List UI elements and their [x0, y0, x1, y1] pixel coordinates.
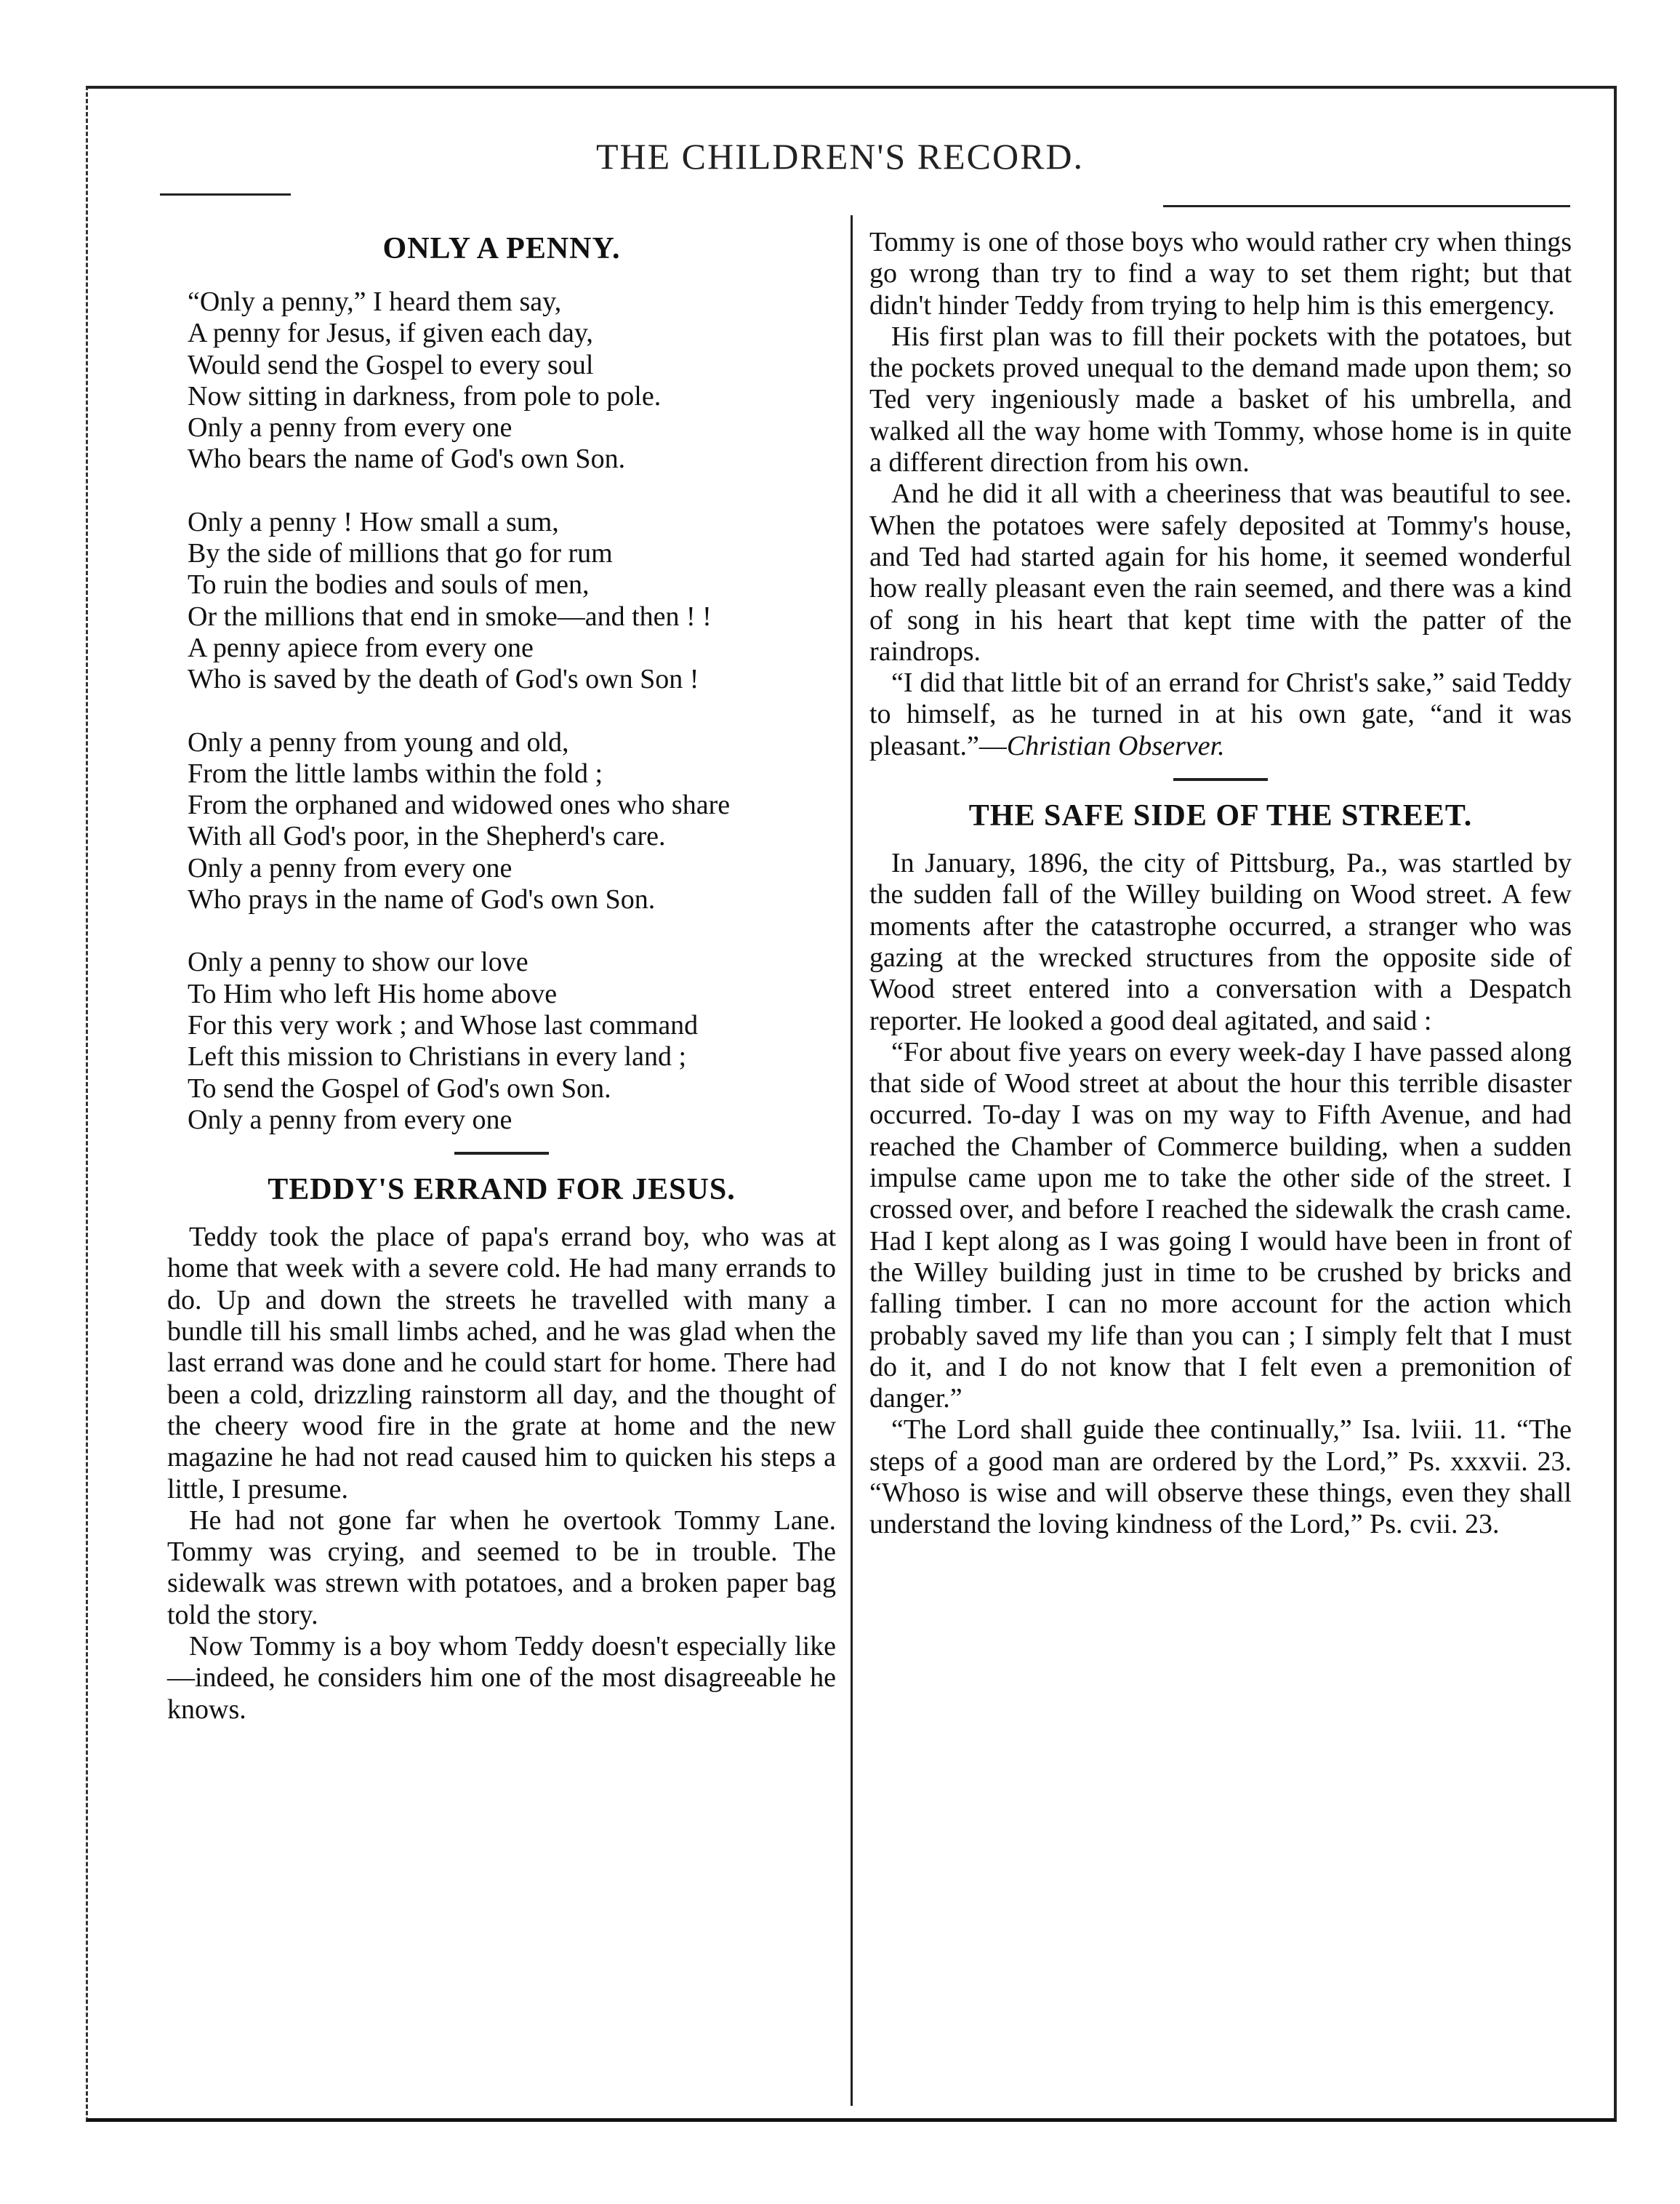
poem-line: Only a penny to show our love [188, 947, 528, 978]
story2-title: THE SAFE SIDE OF THE STREET. [968, 799, 1473, 833]
poem [188, 286, 836, 1136]
poem-line: “Only a penny,” I heard them say, [188, 286, 562, 317]
poem-line: Who is saved by the death of God's own Son ! [188, 664, 699, 695]
story1-body [167, 1222, 836, 1726]
section-rule [454, 1152, 549, 1155]
poem-stanza-1 [188, 286, 836, 476]
story1-paragraph-last [869, 668, 1572, 762]
poem-line: A penny for Jesus, if given each day, [188, 318, 593, 349]
poem-line: With all God's poor, in the Shepherd's care. [188, 821, 666, 852]
story1-paragraph: Teddy took the place of papa's errand boy, who was at home that week with a severe cold. He had many errands to do. Up and down the streets he travelled with many a bundle till his small limbs ached, and he was glad when the last errand was done and he could start for home. There had been a cold, drizzling rainstorm all day, and the thought of the cheery wood fire in the grate at home and the new magazine he had not read caused him to quicken his steps a little, I presume. [167, 1222, 836, 1504]
poem-line: To ruin the bodies and souls of men, [188, 569, 590, 601]
story2-paragraph: “The Lord shall guide thee continually,” Isa. lviii. 11. “The steps of a good man are ordered by the Lord,” Ps. xxxvii. 23. “Whoso is wise and will observe these things, even they shall understand the loving kindness of the Lord,” Ps. cvii. 23. [869, 1414, 1572, 1540]
poem-line: A penny apiece from every one [188, 632, 534, 663]
story1-paragraph: He had not gone far when he overtook Tommy Lane. Tommy was crying, and seemed to be in trouble. The sidewalk was strewn with potatoes, and a broken paper bag told the story. [167, 1504, 836, 1630]
story1-paragraph: Tommy is one of those boys who would rather cry when things go wrong than try to find a way to set them right; but that didn't hinder Teddy from trying to help him is this emergency. [869, 227, 1572, 321]
story2-paragraph: “For about five years on every week-day I have passed along that side of Wood street at about the hour this terrible disaster occurred. To-day I was on my way to Fifth Avenue, and had reached the Chamber of Commerce building, when a sudden impulse came upon me to take the other side of the street. I crossed over, and before I reached the sidewalk the crash came. Had I kept along as I was going I would have been in front of the Willey building just in time to be crushed by bricks and falling timber. I can no more account for the action which probably saved my life than you can ; I simply felt that I must do it, and I do not know that I felt even a premonition of danger.” [869, 1036, 1572, 1414]
poem-stanza-4 [188, 947, 836, 1136]
poem-line: Only a penny from every one [188, 852, 513, 883]
poem-line: Would send the Gospel to every soul [188, 349, 594, 380]
poem-line: For this very work ; and Whose last command [188, 1009, 699, 1041]
story2-paragraph: In January, 1896, the city of Pittsburg, Pa., was startled by the sudden fall of the Willey building on Wood street. A few moments after the catastrophe occurred, a stranger who was gazing at the wrecked structures from the opposite side of Wood street entered into a conversation with a Despatch reporter. He looked a good deal agitated, and said : [869, 848, 1572, 1036]
poem-line: Now sitting in darkness, from pole to pole. [188, 380, 662, 412]
poem-line: Who prays in the name of God's own Son. [188, 884, 656, 915]
poem-line: Only a penny from young and old, [188, 726, 569, 758]
story1-paragraph: And he did it all with a cheeriness that was beautiful to see. When the potatoes were safely deposited at Tommy's house, and Ted had started again for his home, it seemed wonderful how really pleasant even the rain seemed, and there was a kind of song in his heart that kept time with the patter of the raindrops. [869, 478, 1572, 667]
story2-body [869, 848, 1572, 1541]
story1-title: TEDDY'S ERRAND FOR JESUS. [268, 1173, 736, 1207]
poem-line: By the side of millions that go for rum [188, 538, 613, 569]
story1-paragraph: His first plan was to fill their pockets with the potatoes, but the pockets proved unequal to the demand made upon them; so Ted very ingeniously made a basket of his umbrella, and walked all the way home with Tommy, whose home is in quite a different direction from his own. [869, 321, 1572, 478]
masthead: THE CHILDREN'S RECORD. [595, 136, 1085, 177]
column-divider [851, 215, 853, 2106]
section-rule [1173, 778, 1268, 781]
poem-stanza-3 [188, 727, 836, 916]
poem-line: From the orphaned and widowed ones who share [188, 790, 731, 821]
poem-line: Only a penny from every one [188, 1104, 513, 1135]
poem-line: Or the millions that end in smoke—and then ! ! [188, 601, 712, 632]
poem-line: From the little lambs within the fold ; [188, 758, 603, 789]
masthead-rule-left [160, 193, 291, 196]
masthead-rule-right [1163, 205, 1570, 207]
poem-line: Who bears the name of God's own Son. [188, 444, 626, 475]
story1-closing-text: “I did that little bit of an errand for Christ's sake,” said Teddy to himself, as he turned in at his own gate, “and it was pleasant.”— [869, 668, 1572, 761]
poem-stanza-2 [188, 507, 836, 696]
poem-line: Only a penny from every one [188, 412, 513, 444]
story1-source: Christian Observer. [1006, 730, 1225, 761]
left-column [167, 227, 836, 1726]
right-column [869, 227, 1572, 1541]
story1-paragraph: Now Tommy is a boy whom Teddy doesn't especially like—indeed, he considers him one of the most disagreeable he knows. [167, 1630, 836, 1725]
poem-line: Only a penny ! How small a sum, [188, 506, 559, 537]
poem-title: ONLY A PENNY. [382, 232, 621, 265]
poem-line: Left this mission to Christians in every land ; [188, 1041, 687, 1073]
poem-line: To send the Gospel of God's own Son. [188, 1073, 611, 1104]
poem-line: To Him who left His home above [188, 978, 558, 1009]
